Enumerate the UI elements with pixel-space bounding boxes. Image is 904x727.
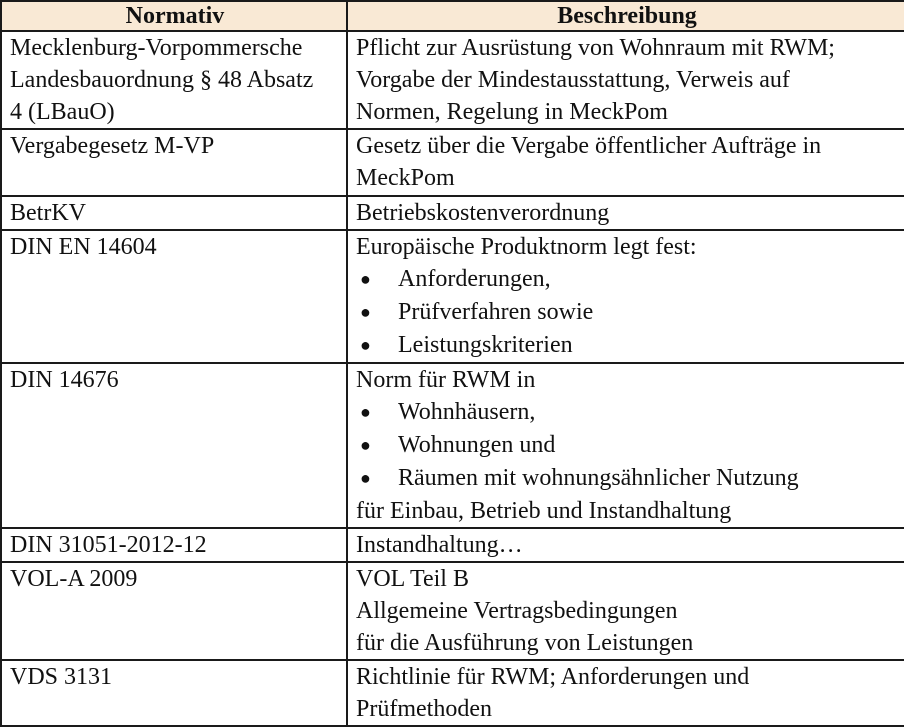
description-line: Instandhaltung… — [356, 532, 523, 558]
normativ-cell — [1, 31, 347, 129]
normativ-line: DIN 31051-2012-12 — [10, 532, 207, 558]
normativ-cell — [1, 363, 347, 528]
table-row — [1, 31, 904, 129]
description-cell — [347, 660, 904, 726]
normativ-line: DIN 14676 — [10, 367, 119, 393]
bullet-icon: ● — [360, 335, 371, 355]
bullet-text: Prüfverfahren sowie — [398, 299, 594, 325]
list-item — [356, 296, 898, 329]
description-line: Prüfmethoden — [356, 696, 492, 722]
list-item — [356, 396, 898, 429]
bullet-icon: ● — [360, 468, 371, 488]
description-line: Betriebskostenverordnung — [356, 200, 610, 226]
description-outro: für Einbau, Betrieb und Instandhaltung — [356, 498, 732, 524]
normativ-line: VOL-A 2009 — [10, 566, 138, 592]
description-cell — [347, 528, 904, 562]
bullet-text: Räumen mit wohnungsähnlicher Nutzung — [398, 465, 799, 491]
list-item — [356, 263, 898, 296]
table-row — [1, 660, 904, 726]
list-item — [356, 462, 898, 495]
header-row — [1, 1, 904, 31]
normativ-line: 4 (LBauO) — [10, 99, 115, 125]
normativ-line: BetrKV — [10, 200, 86, 226]
bullet-list — [356, 396, 898, 495]
normativ-line: Vergabegesetz M-VP — [10, 133, 215, 159]
description-cell — [347, 562, 904, 660]
description-line: Pflicht zur Ausrüstung von Wohnraum mit RWM; — [356, 35, 835, 61]
bullet-icon: ● — [360, 402, 371, 422]
description-line: Allgemeine Vertragsbedingungen — [356, 598, 678, 624]
normativ-line: VDS 3131 — [10, 664, 113, 690]
table-row — [1, 129, 904, 196]
bullet-list — [356, 263, 898, 362]
description-cell — [347, 196, 904, 230]
bullet-text: Wohnungen und — [398, 432, 556, 458]
description-line: Normen, Regelung in MeckPom — [356, 99, 668, 125]
table-row — [1, 528, 904, 562]
description-line: VOL Teil B — [356, 566, 469, 592]
table-row — [1, 562, 904, 660]
table-row — [1, 363, 904, 528]
description-cell — [347, 31, 904, 129]
description-cell — [347, 129, 904, 196]
normativ-cell — [1, 660, 347, 726]
table-row — [1, 196, 904, 230]
normativ-line: DIN EN 14604 — [10, 234, 157, 260]
normativ-cell — [1, 196, 347, 230]
normativ-line: Landesbauordnung § 48 Absatz — [10, 67, 314, 93]
description-line: Gesetz über die Vergabe öffentlicher Aufträge in — [356, 133, 822, 159]
bullet-text: Leistungskriterien — [398, 332, 573, 358]
normativ-cell — [1, 129, 347, 196]
bullet-icon: ● — [360, 435, 371, 455]
normativ-line: Mecklenburg-Vorpommersche — [10, 35, 303, 61]
description-intro: Europäische Produktnorm legt fest: — [356, 234, 697, 260]
description-line: Vorgabe der Mindestausstattung, Verweis auf — [356, 67, 790, 93]
bullet-icon: ● — [360, 269, 371, 289]
description-line: Richtlinie für RWM; Anforderungen und — [356, 664, 750, 690]
normativ-cell — [1, 230, 347, 363]
description-line: für die Ausführung von Leistungen — [356, 630, 694, 656]
list-item — [356, 429, 898, 462]
bullet-text: Wohnhäusern, — [398, 399, 536, 425]
table-row — [1, 230, 904, 363]
description-cell — [347, 363, 904, 528]
bullet-text: Anforderungen, — [398, 266, 551, 292]
normativ-cell — [1, 528, 347, 562]
bullet-icon: ● — [360, 302, 371, 322]
list-item — [356, 329, 898, 362]
description-line: MeckPom — [356, 165, 455, 191]
header-normativ: Normativ — [1, 1, 347, 31]
header-beschreibung: Beschreibung — [347, 1, 904, 31]
description-intro: Norm für RWM in — [356, 367, 536, 393]
normativ-cell — [1, 562, 347, 660]
description-cell — [347, 230, 904, 363]
